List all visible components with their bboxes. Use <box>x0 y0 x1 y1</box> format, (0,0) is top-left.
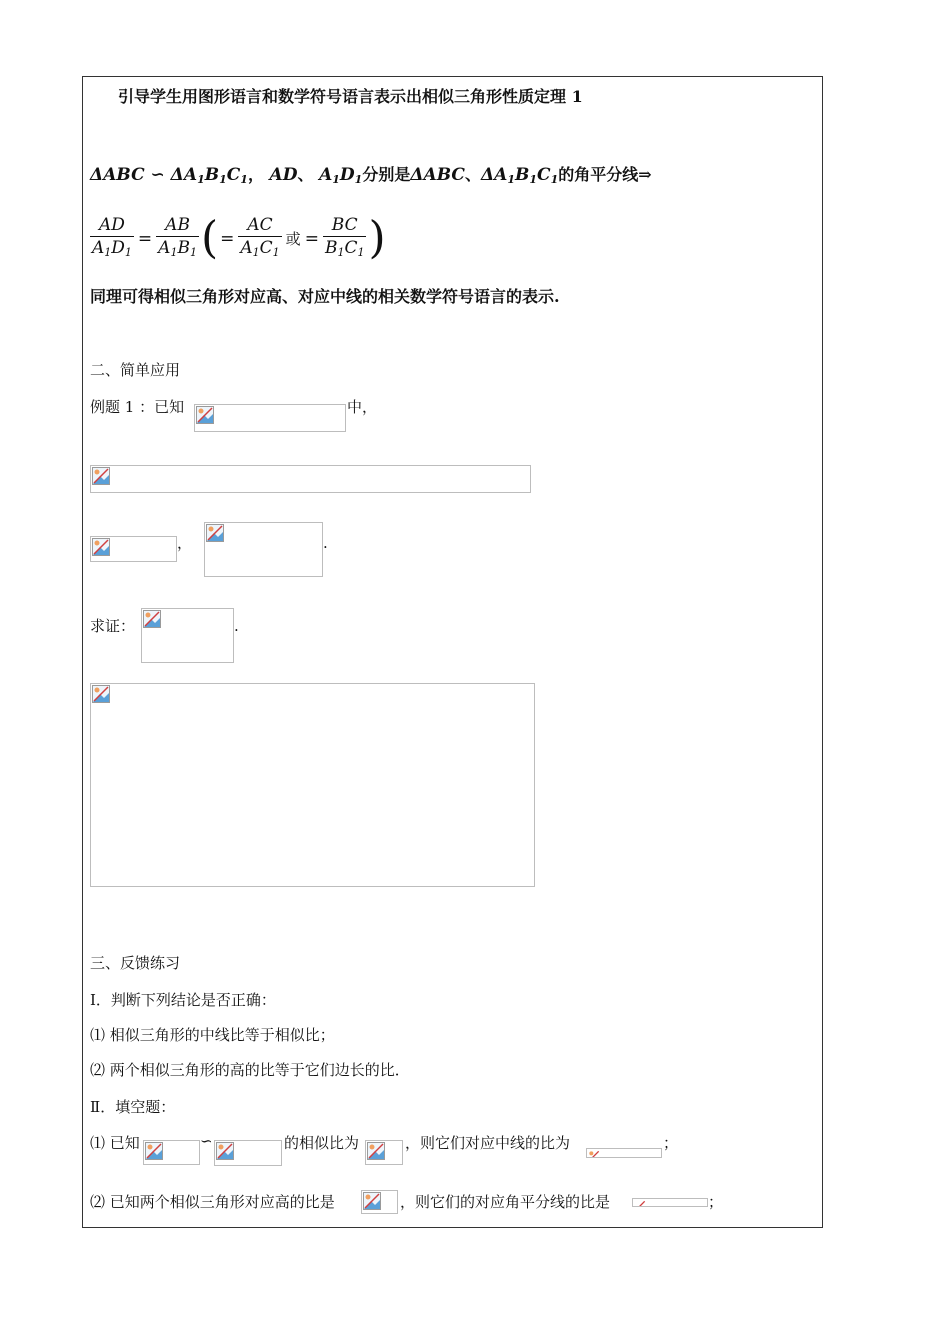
section3-title: 三、反馈练习 <box>90 954 181 972</box>
image-placeholder <box>194 404 346 432</box>
image-placeholder <box>90 683 535 887</box>
part2-question-2-lead: ⑵ 已知两个相似三角形对应高的比是 <box>90 1193 335 1211</box>
image-placeholder <box>204 522 323 577</box>
ratio-formula: $\frac{AD}{A_1D_1}$ = $\frac{AB}{A_1B_1}$ ( = $\frac{AC}{A_1C_1}$ 或 = $\frac{BC}{B_1C_1}$ ) <box>92 212 386 264</box>
part2-question-1-mid: 的相似比为 <box>284 1134 360 1152</box>
broken-image-icon <box>92 467 110 485</box>
semicolon: ； <box>663 1134 679 1152</box>
image-placeholder <box>143 1140 200 1165</box>
period: . <box>234 617 239 635</box>
period: . <box>323 534 328 552</box>
part1-title: Ⅰ．判断下列结论是否正确： <box>90 991 276 1009</box>
broken-image-icon <box>216 1142 234 1160</box>
broken-image-icon <box>588 1150 600 1158</box>
image-placeholder <box>214 1140 282 1166</box>
broken-image-icon <box>92 685 110 703</box>
broken-image-icon <box>634 1200 646 1207</box>
example1-suffix: 中， <box>347 398 378 416</box>
semicolon: ； <box>708 1193 724 1211</box>
fraction-ab: $\frac{AB}{A_1B_1}$ <box>158 214 197 259</box>
broken-image-icon <box>145 1142 163 1160</box>
image-placeholder <box>141 608 234 663</box>
part1-question-2: ⑵ 两个相似三角形的高的比等于它们边长的比． <box>90 1061 410 1079</box>
intro-text: 引导学生用图形语言和数学符号语言表示出相似三角形性质定理 1 <box>118 87 583 106</box>
answer-blank <box>586 1148 662 1158</box>
similar-note: 同理可得相似三角形对应高、对应中线的相关数学符号语言的表示. <box>90 287 560 306</box>
image-placeholder <box>90 465 531 493</box>
part2-question-2-tail: ，则它们的对应角平分线的比是 <box>400 1193 611 1211</box>
part1-question-1: ⑴ 相似三角形的中线比等于相似比； <box>90 1026 335 1044</box>
fraction-ac: $\frac{AC}{A_1C_1}$ <box>240 214 280 259</box>
section2-title: 二、简单应用 <box>90 361 181 379</box>
image-placeholder <box>365 1140 403 1165</box>
part2-question-1-tail: ，则它们对应中线的比为 <box>405 1134 571 1152</box>
fraction-bc: $\frac{BC}{B_1C_1}$ <box>324 214 365 259</box>
fraction-ad: $\frac{AD}{A_1D_1}$ <box>92 214 132 259</box>
image-placeholder <box>361 1190 398 1214</box>
theorem-statement: ΔABC ∽ $\Delta A_1B_1C_1$， AD、 $A_1D_1$分别是ΔABC、$\Delta A_1B_1C_1$的角平分线⇒ <box>90 165 652 186</box>
broken-image-icon <box>363 1192 381 1210</box>
comma: ， <box>177 534 193 552</box>
broken-image-icon <box>367 1142 385 1160</box>
image-placeholder <box>90 536 177 562</box>
broken-image-icon <box>196 406 214 424</box>
broken-image-icon <box>206 524 224 542</box>
similar-symbol: ∽ <box>200 1132 213 1150</box>
broken-image-icon <box>92 538 110 556</box>
answer-blank <box>632 1198 708 1207</box>
example1-label: 例题 1 ：已知 <box>90 398 185 416</box>
prove-label: 求证： <box>90 617 136 635</box>
broken-image-icon <box>143 610 161 628</box>
part2-question-1-lead: ⑴ 已知 <box>90 1134 140 1152</box>
part2-title: Ⅱ．填空题： <box>90 1098 176 1116</box>
